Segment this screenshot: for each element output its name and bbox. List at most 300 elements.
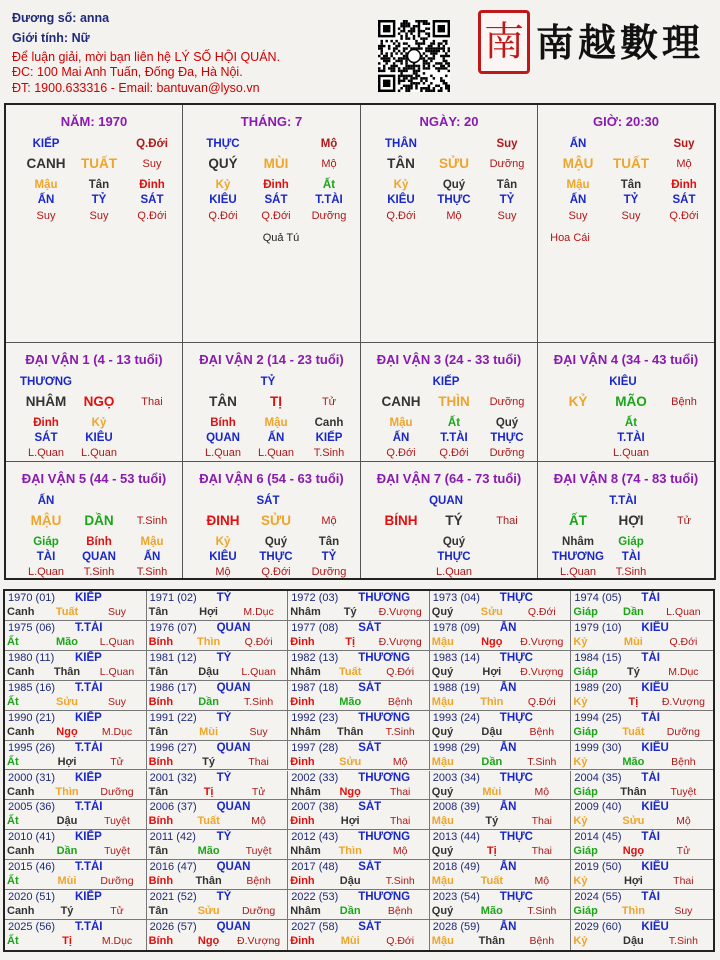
pillar-hstate: Suy — [89, 210, 109, 222]
year-cell[interactable] — [288, 830, 430, 860]
pillar-hgod: SÁT — [140, 194, 164, 206]
year-stem: Nhâm — [290, 785, 321, 798]
year-cell[interactable] — [288, 860, 430, 890]
year-god: THƯƠNG — [358, 711, 411, 724]
luck-hstate: Q.Đới — [386, 447, 416, 459]
year-state: M.Dục — [101, 725, 133, 738]
pillar-hidden: Ất — [322, 179, 336, 191]
luck-hgod: THỰC — [259, 551, 293, 563]
luck-hstate: Q.Đới — [439, 447, 469, 459]
year-branch: Thìn — [196, 635, 221, 648]
luck-branch: TỊ — [270, 394, 282, 409]
year-label: 2026 (57) — [149, 921, 197, 934]
luck-hstate: L.Quan — [27, 447, 65, 459]
year-label: 2002 (33) — [291, 771, 339, 784]
pillar-god: Q.Đới — [136, 138, 168, 150]
year-cell[interactable] — [430, 800, 572, 830]
year-god: SÁT — [358, 861, 382, 874]
pillar-hgod: SÁT — [264, 194, 288, 206]
year-label: 1993 (24) — [432, 711, 480, 724]
luck-pillar-8 — [538, 462, 714, 578]
luck-hidden: Giáp — [618, 536, 644, 548]
year-label: 2013 (44) — [432, 831, 480, 844]
year-branch: Tị — [345, 635, 356, 648]
year-cell[interactable] — [147, 591, 289, 621]
luck-branch: TÝ — [445, 513, 463, 528]
luck-hgod: ẤN — [392, 432, 410, 444]
luck-hidden: Canh — [314, 417, 344, 429]
year-branch: Thìn — [480, 695, 504, 708]
year-state: Thai — [531, 815, 553, 828]
luck-hstate: Q.Đới — [261, 566, 291, 578]
year-branch: Tuất — [55, 606, 79, 618]
year-stem: Giáp — [573, 665, 598, 678]
year-god: KIẾP — [75, 891, 102, 904]
year-stem: Đinh — [290, 755, 315, 768]
pillar-hgod: ẤN — [37, 194, 55, 206]
year-cell[interactable] — [288, 591, 430, 621]
year-cell[interactable] — [147, 860, 289, 890]
address-line: ĐC: 100 Mai Anh Tuấn, Đống Đa, Hà Nội. — [12, 65, 243, 79]
year-branch: Ngọ — [622, 845, 645, 858]
luck-hidden: Kỷ — [91, 417, 107, 429]
pillar-hstate: Suy — [568, 210, 588, 222]
year-cell[interactable] — [430, 681, 572, 711]
year-branch: Mão — [197, 845, 220, 858]
yearly-luck-grid — [3, 589, 715, 952]
pillar-hstate: Dưỡng — [311, 210, 347, 222]
pillar-stem: MẬU — [562, 156, 594, 171]
year-branch: Tị — [62, 935, 72, 948]
year-cell[interactable] — [5, 681, 147, 711]
luck-hgod: THỰC — [437, 551, 471, 563]
luck-hidden: Mậu — [389, 417, 413, 429]
year-god: THƯƠNG — [358, 831, 411, 844]
year-state: Thai — [673, 875, 694, 888]
year-branch: Ngọ — [339, 785, 361, 798]
pillar-hidden: Tân — [496, 179, 518, 191]
year-cell[interactable] — [5, 651, 147, 681]
year-stem: Giáp — [573, 905, 598, 918]
year-god: KIÊU — [641, 621, 669, 634]
year-cell[interactable] — [5, 771, 147, 801]
year-cell[interactable] — [147, 830, 289, 860]
pillar-hgod: TỶ — [91, 194, 107, 206]
year-label: 2027 (58) — [291, 921, 339, 934]
pillar-title: GIỜ: 20:30 — [592, 114, 659, 129]
year-cell[interactable] — [288, 651, 430, 681]
year-stem: Ất — [7, 695, 19, 708]
year-stem: Tân — [148, 606, 169, 618]
year-state: Đ.Vượng — [661, 695, 705, 708]
year-god: KIÊU — [641, 921, 669, 934]
luck-title: ĐẠI VẬN 3 (24 - 33 tuổi) — [376, 352, 522, 367]
year-branch: Tý — [60, 905, 74, 918]
year-cell[interactable] — [571, 711, 713, 741]
luck-hidden: Bính — [210, 417, 236, 429]
year-god: ẤN — [499, 921, 517, 934]
pillar-hstate: Suy — [36, 210, 56, 222]
year-god: THƯƠNG — [358, 651, 411, 664]
year-cell[interactable] — [571, 800, 713, 830]
year-state: L.Quan — [99, 635, 135, 648]
luck-god: KIẾP — [432, 376, 460, 388]
year-cell[interactable] — [288, 621, 430, 651]
luck-branch: DẦN — [84, 513, 114, 528]
year-stem: Kỷ — [573, 875, 588, 888]
pillar-hidden: Đinh — [139, 179, 165, 191]
year-cell[interactable] — [5, 860, 147, 890]
pillar-stem: Mộ — [321, 158, 337, 170]
year-cell[interactable] — [147, 651, 289, 681]
luck-stem: ĐINH — [206, 513, 240, 528]
year-label: 2012 (43) — [291, 831, 339, 844]
year-stem: Tân — [148, 905, 169, 918]
year-cell[interactable] — [571, 830, 713, 860]
year-god: KIẾP — [75, 831, 102, 844]
pillar-hidden: Tân — [88, 179, 110, 191]
year-cell[interactable] — [571, 741, 713, 771]
year-cell[interactable] — [430, 741, 572, 771]
pillar-hidden: Mậu — [34, 179, 58, 191]
pillar-god: THỰC — [206, 138, 240, 150]
year-state: Dưỡng — [100, 785, 134, 798]
year-branch: Dậu — [481, 725, 503, 738]
year-god: THỰC — [499, 711, 533, 724]
year-stem: Kỷ — [573, 815, 588, 828]
year-label: 2020 (51) — [8, 891, 56, 904]
luck-stem: NHÂM — [25, 394, 67, 409]
year-stem: Canh — [7, 606, 35, 618]
year-cell[interactable] — [288, 920, 430, 950]
year-state: Bệnh — [529, 725, 555, 738]
phone-email-line: ĐT: 1900.633316 - Email: bantuvan@lyso.vn — [12, 81, 260, 95]
pillar-hgod: T.TÀI — [315, 194, 343, 206]
year-branch: Mão — [56, 635, 78, 648]
year-label: 1976 (07) — [149, 621, 197, 634]
year-cell[interactable] — [147, 920, 289, 950]
pillar-3 — [361, 105, 538, 343]
year-label: 2004 (35) — [574, 771, 622, 784]
luck-pillar-7 — [361, 462, 538, 578]
year-god: THƯƠNG — [358, 592, 411, 604]
year-branch: Sửu — [55, 695, 79, 708]
year-branch: Tý — [626, 665, 640, 678]
contact-line: Để luận giải, mời bạn liên hệ LÝ SỐ HỘI QUÁN. — [12, 50, 281, 64]
year-stem: Canh — [7, 785, 35, 798]
year-god: THỰC — [499, 651, 533, 664]
year-state: Dưỡng — [242, 905, 276, 918]
year-branch: Hợi — [57, 755, 77, 768]
year-branch: Thân — [53, 665, 81, 678]
year-cell[interactable] — [571, 651, 713, 681]
year-cell[interactable] — [5, 800, 147, 830]
pillar-title: NĂM: 1970 — [60, 114, 128, 129]
year-stem: Bính — [148, 695, 174, 708]
year-state: M.Dục — [668, 665, 699, 678]
year-cell[interactable] — [147, 890, 289, 920]
year-god: ẤN — [499, 621, 517, 634]
year-branch: Tý — [202, 755, 216, 768]
year-branch: Mùi — [623, 635, 643, 648]
luck-branch: HỢI — [618, 513, 644, 528]
luck-hgod: KIÊU — [85, 432, 113, 444]
year-stem: Quý — [431, 606, 454, 618]
year-god: TÀI — [641, 651, 660, 664]
year-state: Bệnh — [529, 935, 555, 948]
year-branch: Hợi — [482, 665, 502, 678]
year-cell[interactable] — [571, 621, 713, 651]
year-branch: Thìn — [55, 785, 79, 798]
year-cell[interactable] — [430, 860, 572, 890]
luck-stem: BÍNH — [384, 513, 418, 528]
year-branch: Dậu — [623, 935, 644, 948]
year-branch: Dần — [198, 695, 219, 708]
year-god: QUAN — [216, 801, 251, 814]
year-label: 1998 (29) — [432, 741, 480, 754]
year-god: ẤN — [499, 801, 517, 814]
year-stem: Ất — [7, 935, 19, 948]
year-god: KIẾP — [75, 771, 102, 784]
year-label: 1997 (28) — [291, 741, 339, 754]
luck-state: Tử — [321, 396, 337, 408]
year-cell[interactable] — [5, 830, 147, 860]
year-state: T.Sinh — [385, 875, 415, 888]
year-label: 2015 (46) — [8, 861, 56, 874]
year-label: 2005 (36) — [8, 801, 56, 814]
year-branch: Mùi — [57, 875, 77, 888]
year-cell[interactable] — [5, 621, 147, 651]
year-cell[interactable] — [147, 771, 289, 801]
year-state: Đ.Vượng — [520, 635, 564, 648]
year-cell[interactable] — [571, 920, 713, 950]
year-stem: Giáp — [573, 845, 598, 858]
year-state: Tử — [251, 785, 266, 798]
year-god: TỶ — [216, 891, 232, 904]
luck-branch: MÃO — [615, 394, 647, 409]
year-cell[interactable] — [571, 890, 713, 920]
year-stem: Bính — [148, 935, 174, 948]
year-branch: Thìn — [621, 905, 645, 918]
luck-hidden: Ất — [624, 417, 638, 429]
year-cell[interactable] — [288, 800, 430, 830]
year-state: Q.Đới — [386, 665, 415, 678]
year-cell[interactable] — [288, 890, 430, 920]
luck-god: ẤN — [37, 495, 55, 507]
luck-hidden: Kỷ — [215, 536, 231, 548]
year-state: Suy — [107, 695, 127, 708]
year-cell[interactable] — [288, 681, 430, 711]
year-state: Mộ — [251, 815, 266, 828]
luck-hgod: KIÊU — [209, 551, 237, 563]
year-label: 2006 (37) — [149, 801, 197, 814]
year-cell[interactable] — [147, 711, 289, 741]
year-cell[interactable] — [147, 681, 289, 711]
year-cell[interactable] — [571, 860, 713, 890]
year-god: SÁT — [358, 741, 382, 754]
year-stem: Kỷ — [573, 695, 588, 708]
pillar-hgod: TỶ — [499, 194, 515, 206]
year-state: M.Dục — [101, 935, 133, 948]
year-state: Suy — [107, 606, 127, 618]
year-state: Mộ — [534, 785, 550, 798]
year-cell[interactable] — [571, 771, 713, 801]
year-cell[interactable] — [147, 621, 289, 651]
year-god: ẤN — [499, 681, 517, 694]
year-god: QUAN — [216, 621, 251, 634]
year-branch: Mão — [622, 755, 645, 768]
year-stem: Mậu — [431, 635, 454, 648]
year-cell[interactable] — [571, 591, 713, 621]
year-cell[interactable] — [5, 711, 147, 741]
pillar-god: KIẾP — [32, 138, 60, 150]
luck-pillar-1 — [6, 343, 183, 462]
year-god: ẤN — [499, 861, 517, 874]
pillar-god: Mộ — [320, 138, 338, 150]
year-stem: Canh — [7, 845, 35, 858]
pillar-hgod: KIÊU — [209, 194, 237, 206]
year-state: T.Sinh — [527, 905, 557, 918]
year-branch: Tuất — [622, 725, 645, 738]
year-label: 2029 (60) — [574, 921, 622, 934]
year-cell[interactable] — [430, 621, 572, 651]
pillar-extra-star: Quả Tú — [262, 232, 300, 244]
year-cell[interactable] — [5, 920, 147, 950]
year-state: L.Quan — [241, 665, 276, 678]
year-cell[interactable] — [147, 800, 289, 830]
year-stem: Nhâm — [290, 725, 321, 738]
year-label: 1986 (17) — [149, 681, 197, 694]
year-label: 1981 (12) — [149, 651, 197, 664]
year-state: Mộ — [392, 845, 408, 858]
year-stem: Ất — [7, 815, 19, 828]
year-cell[interactable] — [430, 771, 572, 801]
year-cell[interactable] — [430, 711, 572, 741]
year-cell[interactable] — [288, 711, 430, 741]
year-god: TÀI — [641, 592, 660, 604]
year-stem: Bính — [148, 815, 174, 828]
luck-hstate: L.Quan — [80, 447, 118, 459]
year-god: KIẾP — [75, 651, 102, 664]
year-cell[interactable] — [288, 771, 430, 801]
pillar-hgod: TỶ — [623, 194, 639, 206]
pillar-hidden: Tân — [620, 179, 642, 191]
year-stem: Đinh — [290, 935, 315, 948]
luck-hstate: L.Quan — [204, 447, 242, 459]
pillar-hgod: SÁT — [672, 194, 696, 206]
year-state: Q.Đới — [669, 635, 698, 648]
year-branch: Dần — [481, 755, 503, 768]
year-branch: Thân — [620, 785, 647, 798]
year-state: Q.Đới — [527, 695, 556, 708]
pillar-god: THÂN — [385, 138, 417, 150]
luck-hidden: Quý — [495, 417, 519, 429]
luck-hgod: ẤN — [143, 551, 161, 563]
luck-hidden: Bính — [86, 536, 112, 548]
year-branch: Dậu — [198, 665, 219, 678]
year-label: 2008 (39) — [432, 801, 480, 814]
luck-hidden: Giáp — [33, 536, 59, 548]
year-cell[interactable] — [147, 741, 289, 771]
luck-pillar-5 — [6, 462, 183, 578]
luck-stem: MẬU — [30, 513, 62, 528]
year-cell[interactable] — [430, 591, 572, 621]
year-cell[interactable] — [5, 890, 147, 920]
year-label: 2024 (55) — [574, 891, 622, 904]
year-cell[interactable] — [5, 591, 147, 621]
year-label: 1990 (21) — [8, 711, 56, 724]
year-label: 2018 (49) — [432, 861, 480, 874]
year-stem: Quý — [431, 785, 454, 798]
pillar-hidden: Mậu — [566, 179, 590, 191]
header — [0, 0, 720, 100]
year-label: 1973 (04) — [432, 592, 480, 604]
luck-title: ĐẠI VẬN 2 (14 - 23 tuổi) — [199, 352, 344, 367]
pillar-hidden: Đinh — [263, 179, 289, 191]
year-cell[interactable] — [430, 830, 572, 860]
year-god: KIẾP — [75, 711, 102, 724]
year-stem: Mậu — [431, 935, 454, 948]
year-stem: Mậu — [431, 755, 454, 768]
year-cell[interactable] — [288, 741, 430, 771]
year-cell[interactable] — [5, 741, 147, 771]
luck-hstate: L.Quan — [435, 566, 473, 578]
year-cell[interactable] — [430, 651, 572, 681]
pillar-hidden: Kỷ — [393, 179, 409, 191]
year-god: TỶ — [216, 651, 232, 664]
pillar-stem: Mộ — [676, 158, 692, 170]
luck-hidden: Mậu — [140, 536, 164, 548]
year-branch: Ngọ — [197, 935, 220, 948]
year-stem: Giáp — [573, 785, 598, 798]
year-branch: Hợi — [340, 815, 360, 828]
year-stem: Quý — [431, 725, 454, 738]
luck-state: Mộ — [321, 515, 337, 527]
pillar-god: Suy — [673, 138, 695, 150]
luck-hstate: T.Sinh — [615, 566, 647, 578]
year-branch: Tuất — [338, 665, 362, 678]
pillar-hstate: Q.Đới — [208, 210, 238, 222]
luck-god: KIÊU — [609, 376, 637, 388]
qr-code-icon[interactable] — [378, 20, 450, 92]
luck-title: ĐẠI VẬN 7 (64 - 73 tuổi) — [376, 471, 522, 486]
year-label: 1999 (30) — [574, 741, 622, 754]
year-cell[interactable] — [430, 890, 572, 920]
year-state: Tử — [110, 905, 124, 918]
year-stem: Kỷ — [573, 635, 588, 648]
year-god: THỰC — [499, 592, 533, 604]
luck-state: Thai — [496, 515, 518, 527]
year-god: QUAN — [216, 681, 251, 694]
year-god: THỰC — [499, 771, 533, 784]
year-god: KIẾP — [75, 592, 102, 604]
seal-logo: 南 — [478, 10, 530, 74]
luck-god: THƯƠNG — [20, 376, 72, 388]
year-branch: Ngọ — [481, 635, 503, 648]
year-label: 2021 (52) — [149, 891, 197, 904]
year-cell[interactable] — [571, 681, 713, 711]
year-label: 2017 (48) — [291, 861, 339, 874]
pillar-god: ẤN — [569, 138, 587, 150]
year-cell[interactable] — [430, 920, 572, 950]
year-state: Dưỡng — [100, 875, 134, 888]
luck-state: Tử — [676, 515, 692, 527]
year-state: Mộ — [534, 875, 550, 888]
year-branch: Tý — [485, 815, 499, 828]
year-stem: Canh — [7, 665, 35, 678]
luck-hgod: TÀI — [36, 551, 56, 563]
luck-state: Dưỡng — [489, 396, 525, 408]
